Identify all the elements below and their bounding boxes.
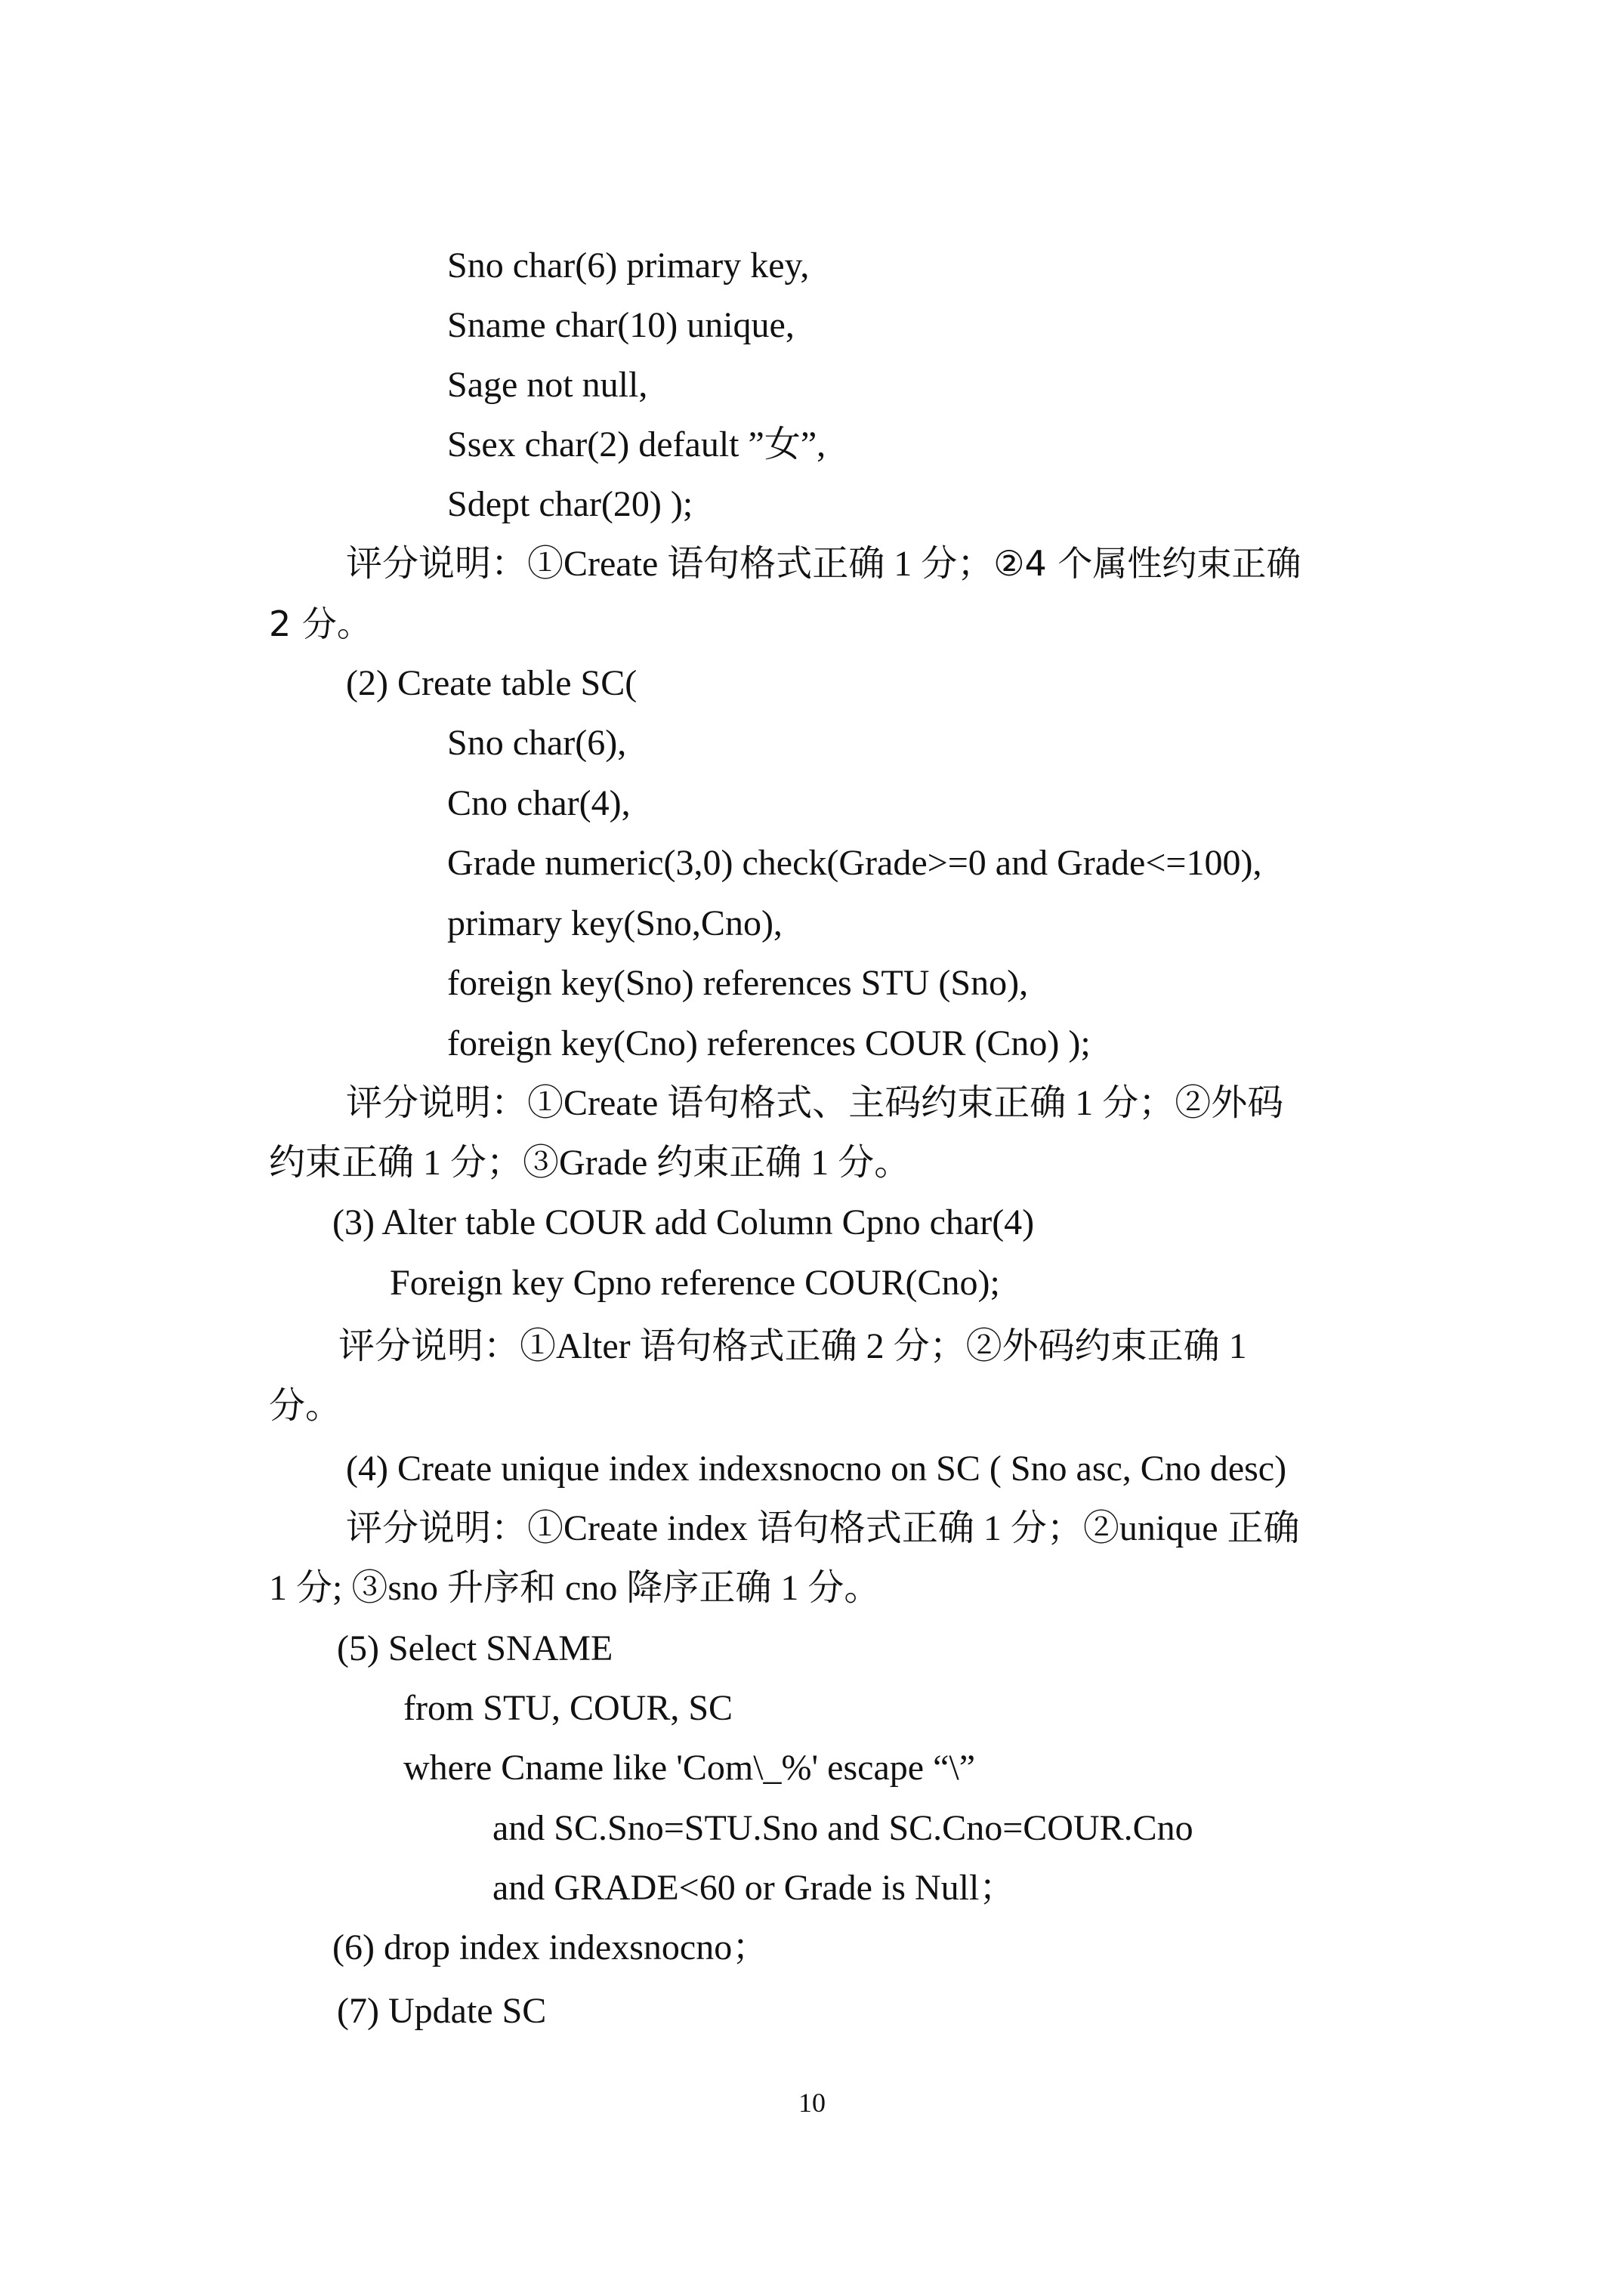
sql-line: Sage not null, (447, 365, 648, 405)
sql-line: foreign key(Sno) references STU (Sno), (447, 963, 1029, 1003)
question-heading: (7) Update SC (337, 1991, 547, 2031)
sql-line: Ssex char(2) default ”女”, (447, 424, 826, 464)
question-heading: (3) Alter table COUR add Column Cpno char(4) (332, 1202, 1035, 1242)
sql-line: Sdept char(20) ); (447, 484, 693, 524)
sql-line: Grade numeric(3,0) check(Grade>=0 and Grade<=100), (447, 843, 1262, 883)
sql-line: where Cname like 'Com\_%' escape “\” (403, 1748, 976, 1788)
grading-note: 评分说明：①Create 语句格式、主码约束正确 1 分；②外码 (346, 1083, 1284, 1123)
sql-line: foreign key(Cno) references COUR (Cno) ); (447, 1023, 1091, 1063)
grading-note: 评分说明：①Create index 语句格式正确 1 分；②unique 正确 (346, 1508, 1300, 1548)
grading-note-continuation: 分。 (269, 1386, 342, 1426)
sql-line: Sno char(6), (447, 723, 627, 763)
sql-line: Sname char(10) unique, (447, 305, 795, 345)
question-heading: (5) Select SNAME (337, 1628, 613, 1668)
sql-line: primary key(Sno,Cno), (447, 903, 783, 943)
sql-line: Sno char(6) primary key, (447, 245, 810, 285)
sql-line: Foreign key Cpno reference COUR(Cno); (390, 1263, 1000, 1303)
sql-line: and GRADE<60 or Grade is Null； (492, 1868, 1016, 1908)
sql-line: and SC.Sno=STU.Sno and SC.Cno=COUR.Cno (492, 1808, 1193, 1848)
sql-line: from STU, COUR, SC (403, 1688, 733, 1728)
question-heading: (2) Create table SC( (346, 663, 638, 703)
grading-note: 评分说明：①Alter 语句格式正确 2 分；②外码约束正确 1 (338, 1326, 1247, 1366)
question-heading: (6) drop index indexsnocno； (332, 1927, 769, 1967)
grading-note-continuation: 约束正确 1 分；③Grade 约束正确 1 分。 (269, 1143, 911, 1183)
question-heading: (4) Create unique index indexsnocno on SC ( Sno asc, Cno desc) (346, 1449, 1287, 1489)
sql-line: Cno char(4), (447, 783, 631, 823)
grading-note-part-1: 评分说明：①Create 语句格式正确 1 分； (346, 544, 994, 584)
grading-note-continuation: 1 分; ③sno 升序和 cno 降序正确 1 分。 (269, 1568, 881, 1608)
grading-note-part-2: ②4 个属性约束正确 (993, 543, 1301, 584)
grading-note (346, 541, 1301, 587)
grading-note-continuation: 2 分。 (269, 603, 372, 644)
page-number: 10 (798, 2088, 826, 2118)
